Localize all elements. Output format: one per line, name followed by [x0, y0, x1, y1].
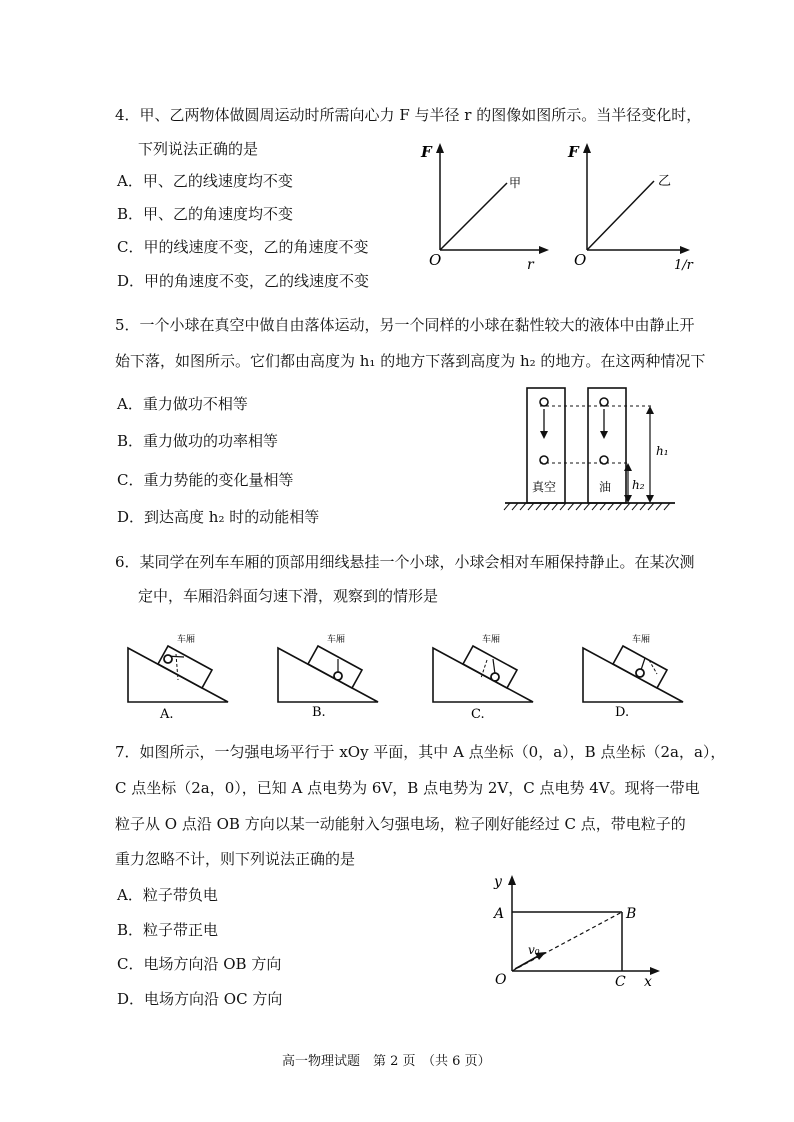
q6-figures — [120, 630, 700, 725]
q7-option-c: C．电场方向沿 OB 方向 — [117, 955, 282, 973]
q5-label-vacuum: 真空 — [532, 480, 557, 494]
q7-label-o: O — [495, 972, 507, 988]
q5-stem-line2: 始下落，如图所示。它们都由高度为 h₁ 的地方下落到高度为 h₂ 的地方。在这两种情况下 — [115, 352, 706, 370]
q6-c-car-label: 车厢 — [482, 635, 501, 645]
q7-stem-line1: 7．如图所示，一匀强电场平行于 xOy 平面，其中 A 点坐标（0，a），B 点坐标（2a，a）， — [115, 743, 726, 761]
q4-figure-jia — [415, 135, 555, 275]
q7-figure — [485, 868, 670, 993]
q6-d-car-label: 车厢 — [632, 635, 651, 645]
page-footer: 高一物理试题 第 2 页 （共 6 页） — [282, 1054, 491, 1069]
q7-label-a: A — [494, 906, 505, 922]
q7-stem-line3: 粒子从 O 点沿 OB 方向以某一动能射入匀强电场，粒子刚好能经过 C 点，带电粒子的 — [115, 815, 686, 833]
q4-stem-line2: 下列说法正确的是 — [138, 140, 259, 158]
q7-option-d: D．电场方向沿 OC 方向 — [117, 990, 283, 1008]
q7-option-b: B．粒子带正电 — [117, 921, 219, 939]
q4-option-a: A．甲、乙的线速度均不变 — [117, 172, 293, 190]
q4-fig2-yaxis: F — [568, 143, 579, 161]
q4-stem-line1: 4．甲、乙两物体做圆周运动时所需向心力 F 与半径 r 的图像如图所示。当半径变化时， — [115, 106, 702, 124]
q6-a-car-label: 车厢 — [177, 635, 196, 645]
q4-fig2-xaxis: 1/r — [674, 258, 693, 273]
q4-fig2-curve: 乙 — [658, 174, 672, 189]
q5-stem-line1: 5．一个小球在真空中做自由落体运动，另一个同样的小球在黏性较大的液体中由静止开 — [115, 316, 695, 334]
q5-label-oil: 油 — [599, 480, 612, 494]
q5-label-h1: h₁ — [656, 444, 669, 458]
q5-label-h2: h₂ — [632, 478, 645, 492]
q6-option-b-figure — [278, 633, 378, 720]
q5-option-d: D．到达高度 h₂ 时的动能相等 — [117, 508, 320, 526]
q6-option-a-figure — [128, 633, 228, 722]
q4-fig1-xaxis: r — [527, 257, 534, 273]
q4-fig2-origin: O — [574, 251, 587, 269]
q7-label-y: y — [494, 874, 502, 890]
q7-label-b: B — [626, 906, 637, 922]
q4-fig1-origin: O — [429, 251, 442, 269]
q7-label-v0: v₀ — [528, 943, 540, 957]
q7-stem-line2: C 点坐标（2a，0），已知 A 点电势为 6V，B 点电势为 2V，C 点电势 4V。现将一带电 — [115, 779, 700, 797]
q5-option-a: A．重力做功不相等 — [117, 395, 248, 413]
q6-choice-b: B. — [312, 705, 326, 720]
q6-choice-d: D. — [615, 705, 630, 720]
q6-option-d-figure — [583, 633, 683, 720]
q6-choice-c: C. — [471, 707, 485, 722]
q6-choice-a: A. — [160, 707, 174, 722]
q7-option-a: A．粒子带负电 — [117, 886, 218, 904]
q5-figure — [500, 383, 680, 518]
q6-stem-line1: 6．某同学在列车车厢的顶部用细线悬挂一个小球，小球会相对车厢保持静止。在某次测 — [115, 553, 695, 571]
q7-label-c: C — [615, 974, 626, 990]
q7-label-x: x — [644, 974, 652, 990]
q4-fig1-curve: 甲 — [509, 176, 522, 190]
q6-stem-line2: 定中，车厢沿斜面匀速下滑，观察到的情形是 — [138, 587, 439, 605]
q4-option-c: C．甲的线速度不变，乙的角速度不变 — [117, 238, 369, 256]
q4-line-jia — [440, 183, 507, 250]
q4-fig1-yaxis: F — [421, 143, 432, 161]
q6-option-c-figure — [433, 633, 533, 722]
q4-figure-yi — [562, 135, 702, 275]
q4-option-b: B．甲、乙的角速度均不变 — [117, 205, 294, 223]
q4-option-d: D．甲的角速度不变，乙的线速度不变 — [117, 272, 370, 290]
q5-option-b: B．重力做功的功率相等 — [117, 432, 279, 450]
q6-b-car-label: 车厢 — [327, 635, 346, 645]
q7-stem-line4: 重力忽略不计，则下列说法正确的是 — [115, 850, 356, 868]
q5-option-c: C．重力势能的变化量相等 — [117, 471, 294, 489]
q4-line-yi — [587, 181, 654, 250]
